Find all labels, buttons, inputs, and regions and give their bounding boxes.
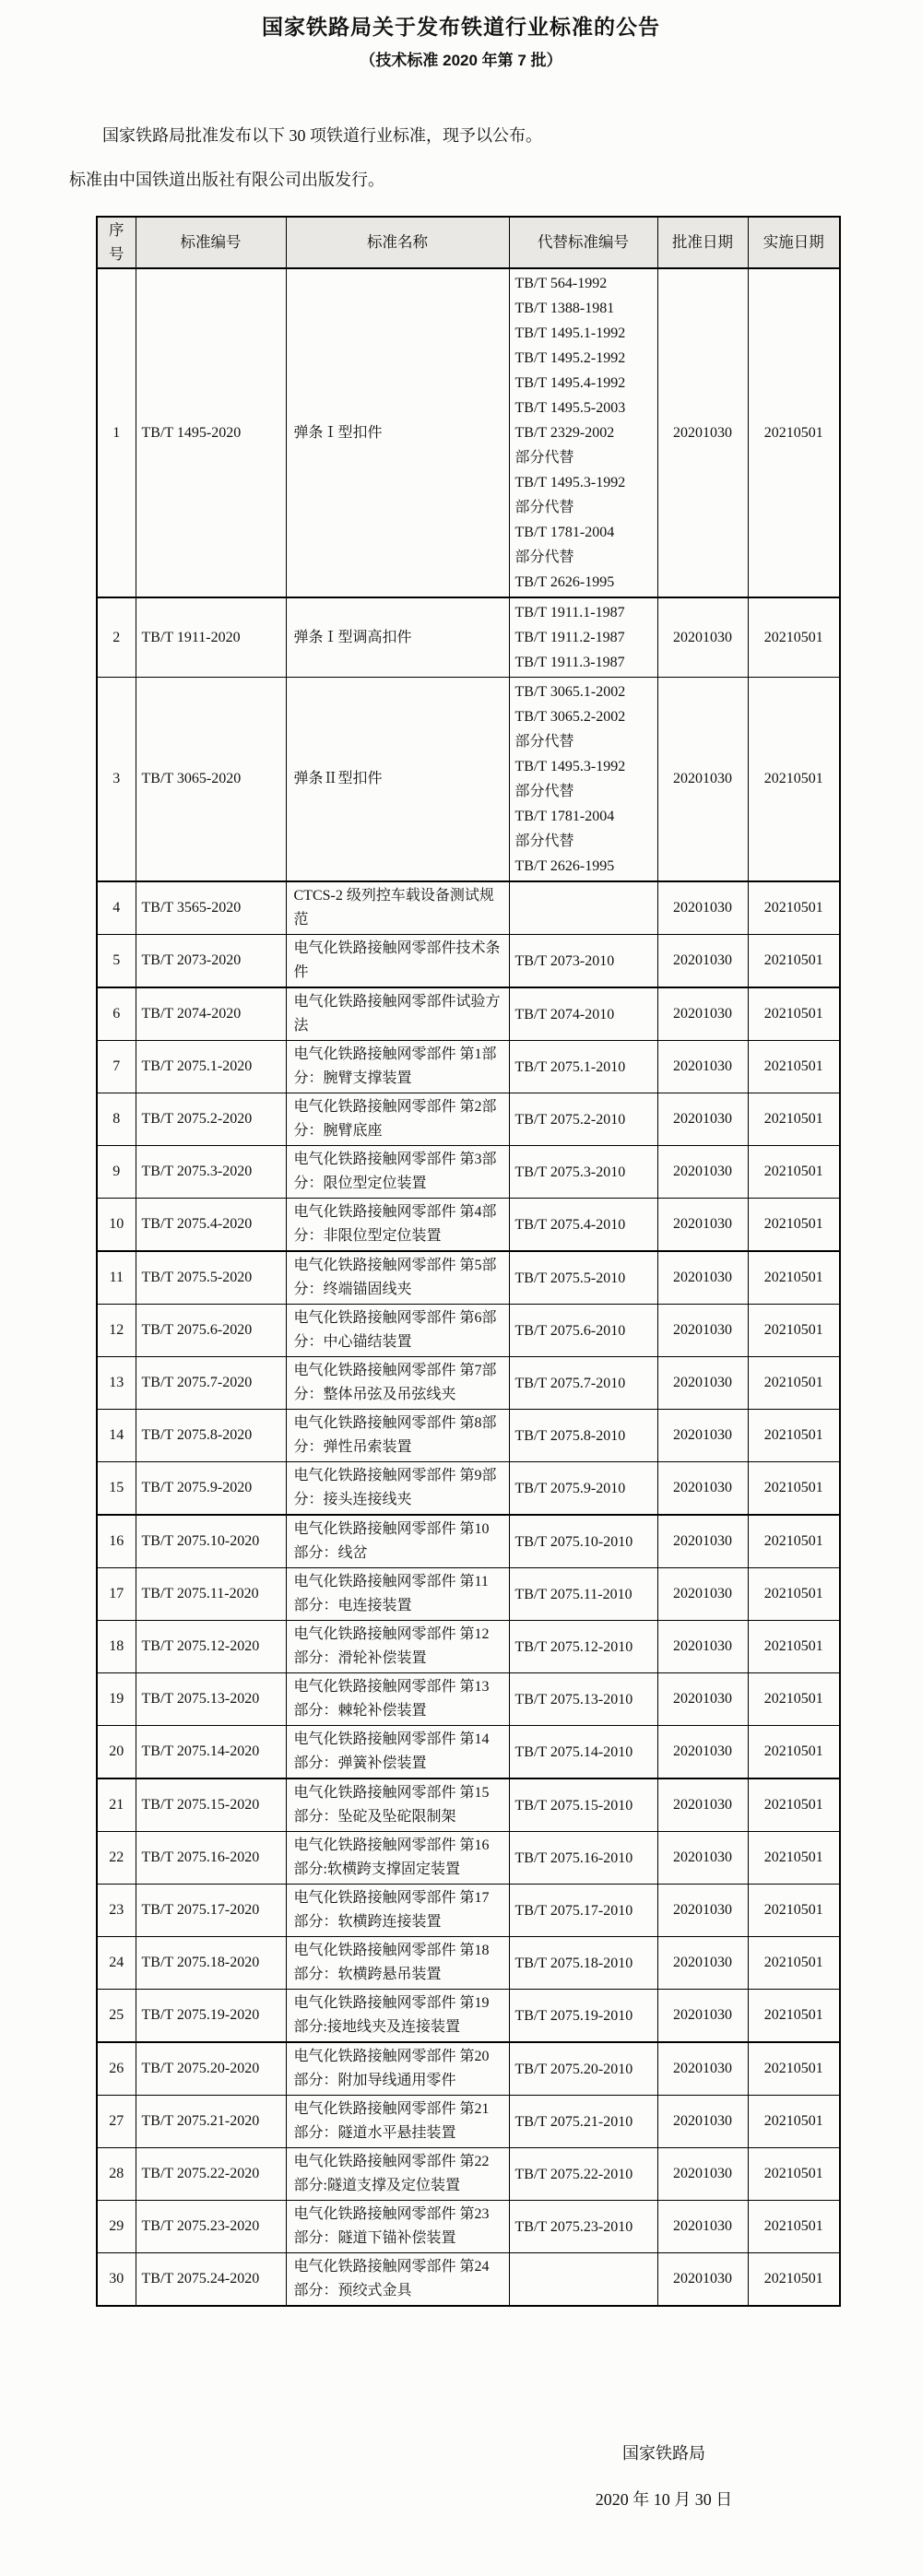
row-number: 4 [97, 881, 136, 935]
standard-code: TB/T 2075.2-2020 [136, 1093, 286, 1146]
replaced-codes [509, 1199, 657, 1252]
replaced-code-line: TB/T 2075.22-2010 [514, 2166, 633, 2182]
standard-name: 电气化铁路接触网零部件 第8部分：弹性吊索装置 [286, 1410, 509, 1462]
standard-name: CTCS-2 级列控车载设备测试规范 [286, 881, 509, 935]
standard-name: 电气化铁路接触网零部件 第10部分：线岔 [286, 1515, 509, 1568]
replaced-code-line: TB/T 2075.21-2010 [514, 2113, 633, 2130]
standard-name: 电气化铁路接触网零部件技术条件 [286, 935, 509, 988]
replaced-code-line: TB/T 2075.11-2010 [514, 1586, 632, 1602]
replaced-code-line: TB/T 2075.20-2010 [514, 2061, 633, 2077]
table-row [97, 2201, 840, 2253]
table-row [97, 268, 840, 597]
replaced-codes [509, 1673, 657, 1726]
replaced-code-line: TB/T 2075.1-2010 [514, 1058, 626, 1075]
approval-date: 20201030 [657, 987, 748, 1041]
replaced-codes [509, 935, 657, 988]
implementation-date: 20210501 [748, 1093, 840, 1146]
table-row [97, 987, 840, 1041]
standard-code: TB/T 2075.22-2020 [136, 2148, 286, 2201]
row-number: 24 [97, 1937, 136, 1990]
replaced-code-line: 部分代替 [514, 450, 574, 466]
approval-date: 20201030 [657, 1937, 748, 1990]
table-row [97, 2042, 840, 2096]
standard-name: 电气化铁路接触网零部件 第11部分：电连接装置 [286, 1568, 509, 1621]
standard-code: TB/T 2074-2020 [136, 987, 286, 1041]
row-number: 5 [97, 935, 136, 988]
table-row [97, 1410, 840, 1462]
approval-date: 20201030 [657, 1251, 748, 1305]
implementation-date: 20210501 [748, 1410, 840, 1462]
replaced-code-line: TB/T 1495.2-1992 [514, 350, 626, 366]
standard-name: 弹条Ⅰ型调高扣件 [286, 597, 509, 678]
standard-name: 电气化铁路接触网零部件 第9部分：接头连接线夹 [286, 1462, 509, 1516]
standards-table-body [97, 268, 840, 2306]
table-row [97, 1885, 840, 1937]
document-footer [553, 2441, 774, 2511]
standard-code: TB/T 2075.19-2020 [136, 1990, 286, 2043]
replaced-code-line: TB/T 2075.3-2010 [514, 1164, 626, 1180]
standard-code: TB/T 3565-2020 [136, 881, 286, 935]
row-number: 21 [97, 1778, 136, 1832]
replaced-codes [509, 268, 657, 597]
row-number: 6 [97, 987, 136, 1041]
replaced-code-line: TB/T 2075.13-2010 [514, 1691, 633, 1707]
standard-code: TB/T 2075.18-2020 [136, 1937, 286, 1990]
implementation-date: 20210501 [748, 1778, 840, 1832]
replaced-code-line: TB/T 1781-2004 [514, 809, 615, 824]
approval-date: 20201030 [657, 1568, 748, 1621]
replaced-code-line: 部分代替 [514, 784, 574, 799]
intro-paragraph-1: 国家铁路局批准发布以下 30 项铁道行业标准，现予以公布。 [102, 126, 542, 145]
replaced-codes [509, 1937, 657, 1990]
row-number: 30 [97, 2253, 136, 2307]
replaced-code-line: TB/T 2075.4-2010 [514, 1216, 626, 1233]
implementation-date: 20210501 [748, 2201, 840, 2253]
standard-name: 电气化铁路接触网零部件 第19部分:接地线夹及连接装置 [286, 1990, 509, 2043]
standards-table [96, 216, 841, 2307]
replaced-codes [509, 881, 657, 935]
implementation-date: 20210501 [748, 268, 840, 597]
table-row [97, 881, 840, 935]
replaced-code-line: TB/T 2075.18-2010 [514, 1955, 633, 1971]
standard-code: TB/T 2075.24-2020 [136, 2253, 286, 2307]
row-number: 23 [97, 1885, 136, 1937]
row-number: 27 [97, 2096, 136, 2148]
approval-date: 20201030 [657, 2096, 748, 2148]
standard-code: TB/T 2075.6-2020 [136, 1305, 286, 1357]
replaced-codes [509, 1990, 657, 2043]
standard-code: TB/T 2075.16-2020 [136, 1832, 286, 1885]
row-number: 19 [97, 1673, 136, 1726]
standard-code: TB/T 2075.7-2020 [136, 1357, 286, 1410]
replaced-code-line: TB/T 2075.6-2010 [514, 1322, 626, 1339]
implementation-date: 20210501 [748, 1146, 840, 1199]
replaced-codes [509, 2042, 657, 2096]
header-standard-name: 标准名称 [286, 217, 509, 268]
row-number: 28 [97, 2148, 136, 2201]
table-row [97, 1937, 840, 1990]
replaced-code-line: TB/T 3065.2-2002 [514, 709, 626, 725]
replaced-code-line: TB/T 3065.1-2002 [514, 684, 626, 700]
implementation-date: 20210501 [748, 1726, 840, 1779]
table-row [97, 2096, 840, 2148]
replaced-code-line: TB/T 2075.14-2010 [514, 1743, 633, 1760]
table-row [97, 1357, 840, 1410]
replaced-code-line: TB/T 1495.4-1992 [514, 375, 626, 391]
implementation-date: 20210501 [748, 2096, 840, 2148]
approval-date: 20201030 [657, 1726, 748, 1779]
row-number: 3 [97, 678, 136, 882]
replaced-codes [509, 987, 657, 1041]
implementation-date: 20210501 [748, 1041, 840, 1093]
row-number: 16 [97, 1515, 136, 1568]
implementation-date: 20210501 [748, 1937, 840, 1990]
replaced-codes [509, 597, 657, 678]
row-number: 7 [97, 1041, 136, 1093]
replaced-codes [509, 1041, 657, 1093]
standard-code: TB/T 2075.8-2020 [136, 1410, 286, 1462]
standard-name: 弹条Ⅰ型扣件 [286, 268, 509, 597]
replaced-code-line: TB/T 1495.1-1992 [514, 325, 626, 341]
replaced-code-line: TB/T 2626-1995 [514, 858, 615, 874]
standard-code: TB/T 2075.13-2020 [136, 1673, 286, 1726]
approval-date: 20201030 [657, 2253, 748, 2307]
implementation-date: 20210501 [748, 1621, 840, 1673]
table-row [97, 1146, 840, 1199]
standard-code: TB/T 2075.21-2020 [136, 2096, 286, 2148]
replaced-code-line: TB/T 1781-2004 [514, 525, 615, 540]
standard-name: 电气化铁路接触网零部件 第14部分：弹簧补偿装置 [286, 1726, 509, 1779]
replaced-codes [509, 1515, 657, 1568]
replaced-code-line: TB/T 2075.23-2010 [514, 2218, 633, 2235]
table-row [97, 1199, 840, 1252]
replaced-code-line: TB/T 2075.15-2010 [514, 1797, 633, 1814]
approval-date: 20201030 [657, 1885, 748, 1937]
standard-name: 电气化铁路接触网零部件 第5部分：终端锚固线夹 [286, 1251, 509, 1305]
implementation-date: 20210501 [748, 881, 840, 935]
table-row [97, 1093, 840, 1146]
implementation-date: 20210501 [748, 1990, 840, 2043]
replaced-code-line: 部分代替 [514, 549, 574, 565]
row-number: 25 [97, 1990, 136, 2043]
standard-name: 电气化铁路接触网零部件 第17部分：软横跨连接装置 [286, 1885, 509, 1937]
standard-code: TB/T 2075.9-2020 [136, 1462, 286, 1516]
replaced-code-line: 部分代替 [514, 500, 574, 515]
standard-name: 电气化铁路接触网零部件 第12部分：滑轮补偿装置 [286, 1621, 509, 1673]
replaced-codes [509, 2253, 657, 2307]
standard-name: 电气化铁路接触网零部件试验方法 [286, 987, 509, 1041]
approval-date: 20201030 [657, 1462, 748, 1516]
standard-name: 电气化铁路接触网零部件 第18部分：软横跨悬吊装置 [286, 1937, 509, 1990]
standard-name: 电气化铁路接触网零部件 第16部分:软横跨支撑固定装置 [286, 1832, 509, 1885]
replaced-code-line: TB/T 1495.3-1992 [514, 475, 626, 490]
approval-date: 20201030 [657, 597, 748, 678]
approval-date: 20201030 [657, 1410, 748, 1462]
replaced-codes [509, 678, 657, 882]
implementation-date: 20210501 [748, 1305, 840, 1357]
replaced-code-line: 部分代替 [514, 833, 574, 849]
row-number: 18 [97, 1621, 136, 1673]
approval-date: 20201030 [657, 2148, 748, 2201]
replaced-code-line: TB/T 1911.2-1987 [514, 630, 625, 645]
row-number: 17 [97, 1568, 136, 1621]
standard-name: 电气化铁路接触网零部件 第13部分：棘轮补偿装置 [286, 1673, 509, 1726]
approval-date: 20201030 [657, 2201, 748, 2253]
table-row [97, 935, 840, 988]
replaced-codes [509, 1305, 657, 1357]
implementation-date: 20210501 [748, 935, 840, 988]
approval-date: 20201030 [657, 1041, 748, 1093]
implementation-date: 20210501 [748, 1462, 840, 1516]
implementation-date: 20210501 [748, 987, 840, 1041]
standard-code: TB/T 2075.14-2020 [136, 1726, 286, 1779]
standard-code: TB/T 2075.3-2020 [136, 1146, 286, 1199]
table-row [97, 1726, 840, 1779]
standard-code: TB/T 1495-2020 [136, 268, 286, 597]
replaced-codes [509, 1832, 657, 1885]
replaced-codes [509, 2201, 657, 2253]
approval-date: 20201030 [657, 1146, 748, 1199]
intro-paragraph-2: 标准由中国铁道出版社有限公司出版发行。 [69, 171, 384, 189]
row-number: 9 [97, 1146, 136, 1199]
implementation-date: 20210501 [748, 1673, 840, 1726]
replaced-code-line: TB/T 1911.3-1987 [514, 655, 625, 670]
approval-date: 20201030 [657, 1199, 748, 1252]
standard-name: 电气化铁路接触网零部件 第2部分：腕臂底座 [286, 1093, 509, 1146]
standard-name: 电气化铁路接触网零部件 第24部分：预绞式金具 [286, 2253, 509, 2307]
replaced-codes [509, 1885, 657, 1937]
implementation-date: 20210501 [748, 1251, 840, 1305]
replaced-codes [509, 2148, 657, 2201]
implementation-date: 20210501 [748, 1885, 840, 1937]
standard-code: TB/T 3065-2020 [136, 678, 286, 882]
replaced-code-line: TB/T 2626-1995 [514, 574, 615, 590]
replaced-codes [509, 1093, 657, 1146]
row-number: 13 [97, 1357, 136, 1410]
approval-date: 20201030 [657, 1305, 748, 1357]
row-number: 10 [97, 1199, 136, 1252]
replaced-code-line: TB/T 1911.1-1987 [514, 605, 625, 620]
approval-date: 20201030 [657, 2042, 748, 2096]
approval-date: 20201030 [657, 1093, 748, 1146]
replaced-code-line: TB/T 2075.19-2010 [514, 2007, 633, 2024]
table-row [97, 1515, 840, 1568]
replaced-code-line: TB/T 2329-2002 [514, 425, 615, 441]
standard-code: TB/T 2075.12-2020 [136, 1621, 286, 1673]
table-row [97, 1041, 840, 1093]
standard-name: 电气化铁路接触网零部件 第6部分：中心锚结装置 [286, 1305, 509, 1357]
table-row [97, 1990, 840, 2043]
replaced-code-line: TB/T 1495.5-2003 [514, 400, 626, 416]
standard-code: TB/T 1911-2020 [136, 597, 286, 678]
approval-date: 20201030 [657, 1515, 748, 1568]
replaced-code-line: TB/T 2074-2010 [514, 1006, 615, 1022]
table-row [97, 2148, 840, 2201]
standard-code: TB/T 2073-2020 [136, 935, 286, 988]
bottom-margin [0, 2511, 922, 2576]
approval-date: 20201030 [657, 1832, 748, 1885]
table-header-row [97, 217, 840, 268]
standard-name: 电气化铁路接触网零部件 第15部分：坠砣及坠砣限制架 [286, 1778, 509, 1832]
standard-code: TB/T 2075.5-2020 [136, 1251, 286, 1305]
approval-date: 20201030 [657, 1990, 748, 2043]
replaced-codes [509, 1462, 657, 1516]
table-row [97, 1568, 840, 1621]
row-number: 20 [97, 1726, 136, 1779]
implementation-date: 20210501 [748, 597, 840, 678]
standard-code: TB/T 2075.11-2020 [136, 1568, 286, 1621]
table-row [97, 678, 840, 882]
replaced-codes [509, 1726, 657, 1779]
header-standard-code: 标准编号 [136, 217, 286, 268]
implementation-date: 20210501 [748, 1357, 840, 1410]
approval-date: 20201030 [657, 678, 748, 882]
header-serial-number: 序号 [97, 217, 136, 268]
replaced-code-line: TB/T 1388-1981 [514, 301, 615, 316]
replaced-codes [509, 1568, 657, 1621]
approval-date: 20201030 [657, 1621, 748, 1673]
replaced-code-line: 部分代替 [514, 734, 574, 750]
replaced-codes [509, 1621, 657, 1673]
table-row [97, 2253, 840, 2307]
replaced-codes [509, 2096, 657, 2148]
table-row [97, 1832, 840, 1885]
row-number: 8 [97, 1093, 136, 1146]
replaced-code-line: TB/T 2075.2-2010 [514, 1111, 626, 1128]
row-number: 29 [97, 2201, 136, 2253]
issue-date: 2020 年 10 月 30 日 [595, 2490, 733, 2509]
implementation-date: 20210501 [748, 1515, 840, 1568]
intro-paragraphs [0, 122, 922, 194]
approval-date: 20201030 [657, 1357, 748, 1410]
row-number: 1 [97, 268, 136, 597]
implementation-date: 20210501 [748, 2042, 840, 2096]
implementation-date: 20210501 [748, 2148, 840, 2201]
standard-code: TB/T 2075.4-2020 [136, 1199, 286, 1252]
standard-code: TB/T 2075.10-2020 [136, 1515, 286, 1568]
replaced-code-line: TB/T 2075.8-2010 [514, 1427, 626, 1444]
replaced-code-line: TB/T 564-1992 [514, 276, 608, 291]
standard-code: TB/T 2075.23-2020 [136, 2201, 286, 2253]
table-row [97, 1673, 840, 1726]
implementation-date: 20210501 [748, 1568, 840, 1621]
standard-name: 电气化铁路接触网零部件 第23部分：隧道下锚补偿装置 [286, 2201, 509, 2253]
replaced-code-line: TB/T 2075.10-2010 [514, 1533, 633, 1550]
implementation-date: 20210501 [748, 1199, 840, 1252]
row-number: 2 [97, 597, 136, 678]
page-title: 国家铁路局关于发布铁道行业标准的公告 [262, 15, 660, 39]
replaced-code-line: TB/T 2075.9-2010 [514, 1480, 626, 1496]
table-row [97, 1778, 840, 1832]
row-number: 11 [97, 1251, 136, 1305]
standard-code: TB/T 2075.17-2020 [136, 1885, 286, 1937]
replaced-codes [509, 1146, 657, 1199]
table-row [97, 1621, 840, 1673]
table-row [97, 597, 840, 678]
header-implementation-date: 实施日期 [748, 217, 840, 268]
approval-date: 20201030 [657, 268, 748, 597]
page-subtitle: （技术标准 2020 年第 7 批） [360, 52, 562, 69]
standard-name: 弹条Ⅱ型扣件 [286, 678, 509, 882]
replaced-code-line: TB/T 2075.7-2010 [514, 1375, 626, 1391]
signature: 国家铁路局 [622, 2444, 705, 2463]
approval-date: 20201030 [657, 881, 748, 935]
header-approval-date: 批准日期 [657, 217, 748, 268]
row-number: 14 [97, 1410, 136, 1462]
approval-date: 20201030 [657, 1778, 748, 1832]
standard-name: 电气化铁路接触网零部件 第20部分：附加导线通用零件 [286, 2042, 509, 2096]
row-number: 15 [97, 1462, 136, 1516]
standard-name: 电气化铁路接触网零部件 第3部分：限位型定位装置 [286, 1146, 509, 1199]
row-number: 26 [97, 2042, 136, 2096]
standard-name: 电气化铁路接触网零部件 第4部分：非限位型定位装置 [286, 1199, 509, 1252]
replaced-codes [509, 1410, 657, 1462]
replaced-code-line: TB/T 2075.17-2010 [514, 1902, 633, 1919]
replaced-codes [509, 1357, 657, 1410]
replaced-code-line: TB/T 2075.5-2010 [514, 1270, 626, 1286]
row-number: 22 [97, 1832, 136, 1885]
implementation-date: 20210501 [748, 1832, 840, 1885]
standard-name: 电气化铁路接触网零部件 第7部分：整体吊弦及吊弦线夹 [286, 1357, 509, 1410]
implementation-date: 20210501 [748, 678, 840, 882]
replaced-code-line: TB/T 2073-2010 [514, 952, 615, 969]
approval-date: 20201030 [657, 935, 748, 988]
header-replaced-code: 代替标准编号 [509, 217, 657, 268]
replaced-codes [509, 1251, 657, 1305]
standard-code: TB/T 2075.15-2020 [136, 1778, 286, 1832]
table-row [97, 1462, 840, 1516]
standard-name: 电气化铁路接触网零部件 第1部分：腕臂支撑装置 [286, 1041, 509, 1093]
standard-name: 电气化铁路接触网零部件 第21部分：隧道水平悬挂装置 [286, 2096, 509, 2148]
replaced-code-line: TB/T 1495.3-1992 [514, 759, 626, 774]
standard-code: TB/T 2075.20-2020 [136, 2042, 286, 2096]
standard-code: TB/T 2075.1-2020 [136, 1041, 286, 1093]
replaced-code-line: TB/T 2075.12-2010 [514, 1638, 633, 1655]
replaced-code-line: TB/T 2075.16-2010 [514, 1849, 633, 1866]
row-number: 12 [97, 1305, 136, 1357]
replaced-codes [509, 1778, 657, 1832]
table-row [97, 1305, 840, 1357]
standard-name: 电气化铁路接触网零部件 第22部分:隧道支撑及定位装置 [286, 2148, 509, 2201]
implementation-date: 20210501 [748, 2253, 840, 2307]
table-row [97, 1251, 840, 1305]
approval-date: 20201030 [657, 1673, 748, 1726]
